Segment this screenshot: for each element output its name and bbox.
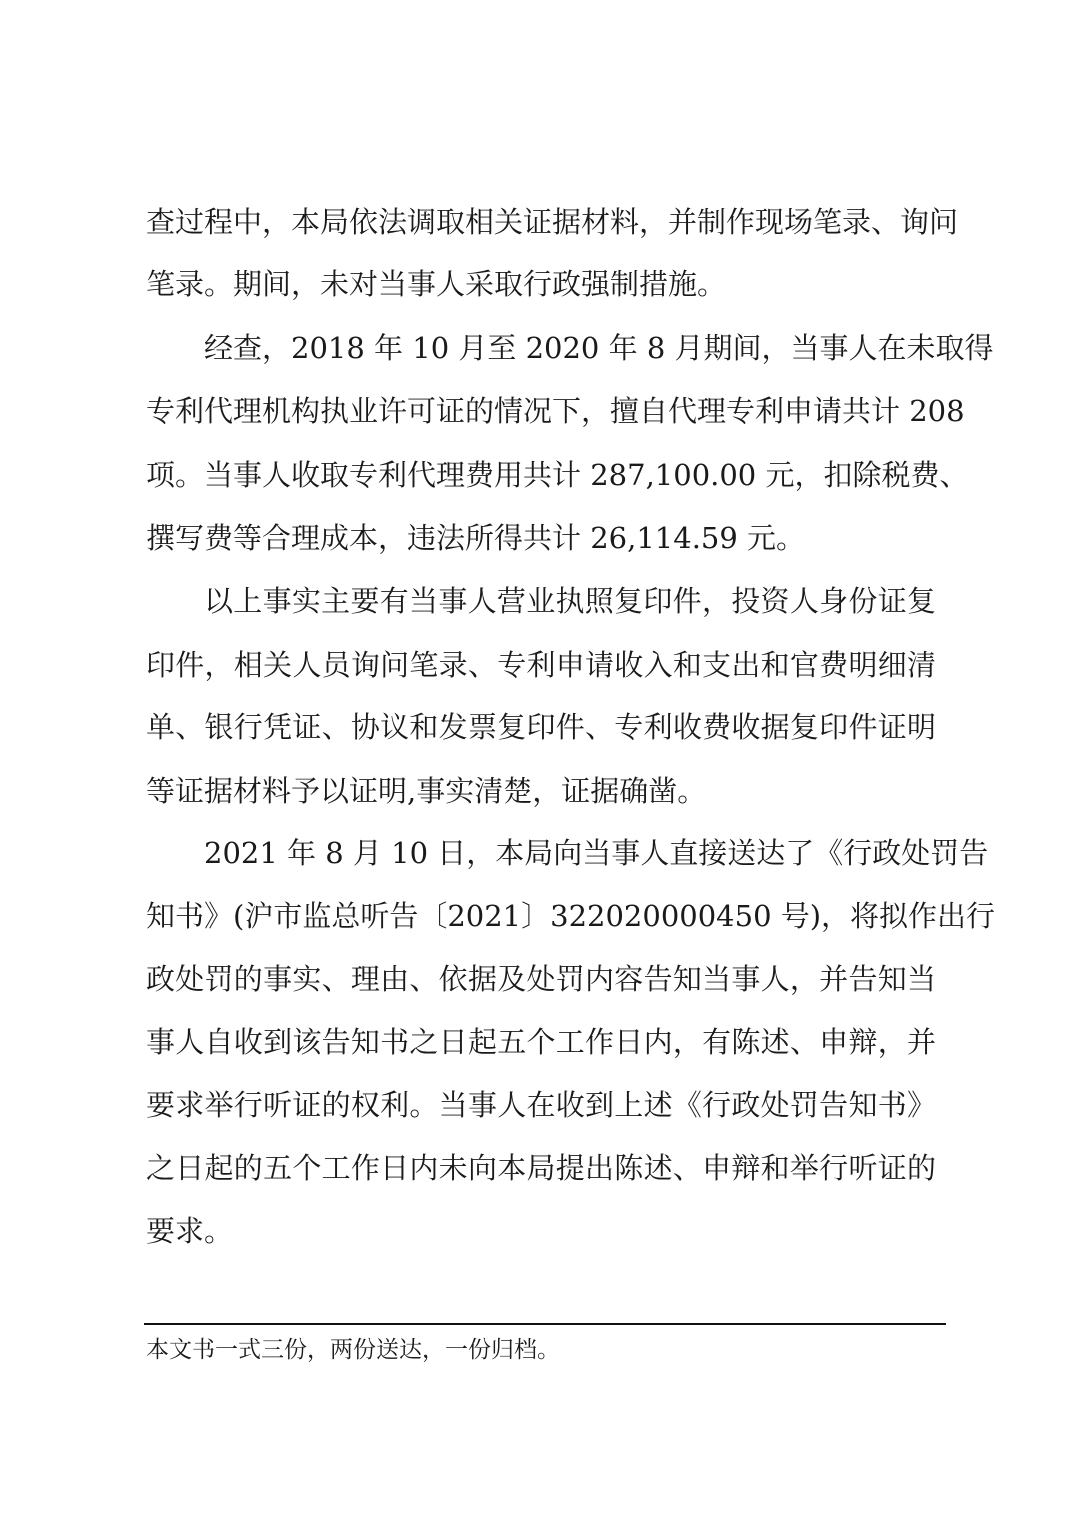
paragraph-2-line-2: 专利代理机构执业许可证的情况下，擅自代理专利申请共计 208 [146, 394, 965, 428]
paragraph-2-line-1: 经查，2018 年 10 月至 2020 年 8 月期间，当事人在未取得 [204, 331, 994, 365]
footer-note: 本文书一式三份，两份送达，一份归档。 [146, 1337, 560, 1363]
paragraph-1-line-1: 查过程中，本局依法调取相关证据材料，并制作现场笔录、询问 [146, 205, 959, 239]
footer-divider [144, 1323, 946, 1325]
paragraph-3-line-1: 以上事实主要有当事人营业执照复印件，投资人身份证复 [204, 584, 936, 618]
paragraph-4-line-5: 要求举行听证的权利。当事人在收到上述《行政处罚告知书》 [146, 1088, 936, 1122]
paragraph-4-line-3: 政处罚的事实、理由、依据及处罚内容告知当事人，并告知当 [146, 962, 936, 996]
paragraph-3-line-2: 印件，相关人员询问笔录、专利申请收入和支出和官费明细清 [146, 648, 936, 682]
paragraph-3-line-4: 等证据材料予以证明,事实清楚，证据确凿。 [146, 774, 707, 808]
paragraph-4-line-2: 知书》(沪市监总听告〔2021〕322020000450 号)，将拟作出行 [146, 899, 996, 933]
paragraph-1-line-2: 笔录。期间，未对当事人采取行政强制措施。 [146, 267, 727, 301]
paragraph-2-line-4: 撰写费等合理成本，违法所得共计 26,114.59 元。 [146, 521, 806, 555]
paragraph-4-line-6: 之日起的五个工作日内未向本局提出陈述、申辩和举行听证的 [146, 1151, 936, 1185]
paragraph-4-line-1: 2021 年 8 月 10 日，本局向当事人直接送达了《行政处罚告 [204, 836, 989, 870]
paragraph-3-line-3: 单、银行凭证、协议和发票复印件、专利收费收据复印件证明 [146, 710, 936, 744]
paragraph-2-line-3: 项。当事人收取专利代理费用共计 287,100.00 元，扣除税费、 [146, 458, 969, 492]
paragraph-4-line-7: 要求。 [146, 1214, 234, 1248]
paragraph-4-line-4: 事人自收到该告知书之日起五个工作日内，有陈述、申辩，并 [146, 1025, 936, 1059]
